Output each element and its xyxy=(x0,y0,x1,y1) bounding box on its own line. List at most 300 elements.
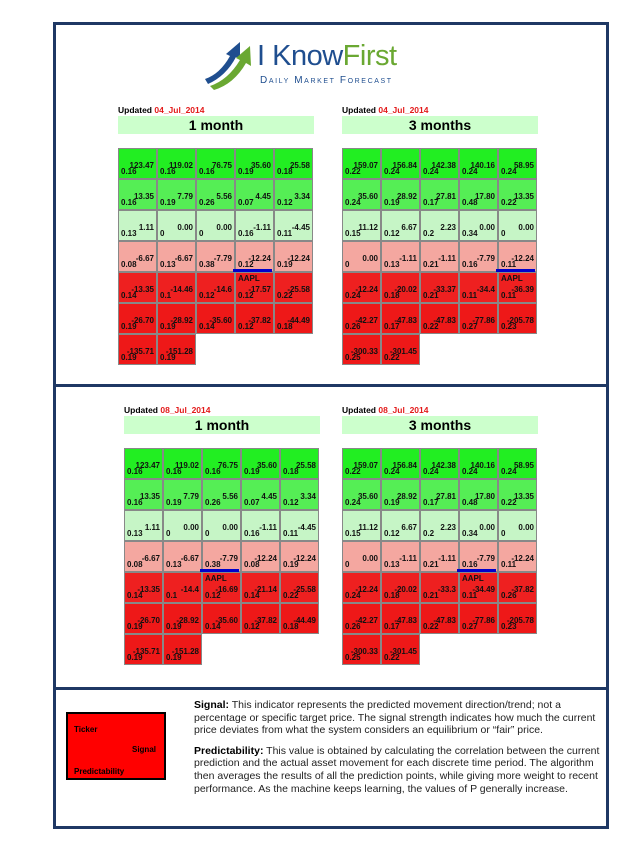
cell-signal: 35.60 xyxy=(357,192,378,201)
cell-signal: 3.34 xyxy=(300,492,316,501)
cell-predictability: 0.1 xyxy=(166,591,178,600)
cell-signal: -25.58 xyxy=(293,585,316,594)
cell-ticker: AAPL xyxy=(462,574,484,583)
cell-predictability: 0.17 xyxy=(384,322,400,331)
forecast-cell xyxy=(163,510,202,541)
cell-predictability: 0.16 xyxy=(199,167,215,176)
cell-signal: -6.67 xyxy=(174,254,193,263)
forecast-panel xyxy=(342,404,542,665)
forecast-cell xyxy=(420,572,459,603)
grid-row xyxy=(342,510,542,541)
forecast-cell xyxy=(196,148,235,179)
cell-signal: -44.49 xyxy=(287,316,310,325)
forecast-cell xyxy=(241,510,280,541)
legend-predictability: Predictability xyxy=(74,767,125,776)
updated-line xyxy=(342,404,542,416)
heatmap-grid xyxy=(124,448,324,665)
forecast-cell xyxy=(274,148,313,179)
cell-signal: 7.79 xyxy=(183,492,199,501)
cell-predictability: 0.19 xyxy=(160,322,176,331)
cell-predictability: 0.22 xyxy=(423,622,439,631)
forecast-cell xyxy=(498,210,537,241)
forecast-cell xyxy=(163,572,202,603)
cell-predictability: 0.16 xyxy=(127,467,143,476)
cell-predictability: 0.24 xyxy=(423,167,439,176)
cell-predictability: 0.12 xyxy=(205,591,221,600)
cell-signal: 0.00 xyxy=(362,554,378,563)
cell-predictability: 0.11 xyxy=(277,229,293,238)
cell-signal: 4.45 xyxy=(261,492,277,501)
predictability-heading: Predictability: xyxy=(194,744,264,757)
cell-signal: -14.6 xyxy=(213,285,232,294)
cell-predictability: 0 xyxy=(199,229,204,238)
cell-predictability: 0.19 xyxy=(127,622,143,631)
cell-predictability: 0.15 xyxy=(345,529,361,538)
cell-signal: -1.11 xyxy=(399,554,417,563)
forecast-cell xyxy=(498,179,537,210)
cell-signal: -6.67 xyxy=(180,554,199,563)
updated-date: 08_Jul_2014 xyxy=(378,405,429,415)
forecast-cell xyxy=(280,510,319,541)
forecast-cell xyxy=(459,479,498,510)
cell-signal: -7.79 xyxy=(476,554,495,563)
cell-signal: -35.60 xyxy=(215,616,238,625)
cell-predictability: 0.25 xyxy=(345,353,361,362)
forecast-cell xyxy=(163,541,202,572)
forecast-cell xyxy=(202,541,241,572)
cell-signal: -42.27 xyxy=(355,616,378,625)
updated-date: 08_Jul_2014 xyxy=(160,405,211,415)
grid-row xyxy=(342,634,542,665)
updated-date: 04_Jul_2014 xyxy=(154,105,205,115)
grid-row xyxy=(118,179,318,210)
cell-predictability: 0.34 xyxy=(462,229,478,238)
forecast-cell xyxy=(498,541,537,572)
cell-predictability: 0 xyxy=(501,229,506,238)
forecast-cell xyxy=(241,448,280,479)
cell-signal: 25.58 xyxy=(295,461,316,470)
cell-predictability: 0.23 xyxy=(501,322,517,331)
cell-predictability: 0.12 xyxy=(238,322,254,331)
cell-predictability: 0.19 xyxy=(166,653,182,662)
cell-signal: 142.38 xyxy=(431,161,456,170)
cell-predictability: 0.11 xyxy=(462,291,478,300)
panel-title: 1 month xyxy=(118,116,314,134)
cell-predictability: 0.24 xyxy=(462,167,478,176)
forecast-cell xyxy=(157,148,196,179)
cell-signal: -301.45 xyxy=(389,647,417,656)
legend-signal: Signal xyxy=(131,745,156,754)
forecast-cell xyxy=(381,510,420,541)
forecast-cell xyxy=(342,303,381,334)
forecast-cell xyxy=(342,510,381,541)
cell-predictability: 0.24 xyxy=(345,591,361,600)
cell-signal: -205.78 xyxy=(506,616,534,625)
cell-predictability: 0 xyxy=(345,560,350,569)
cell-signal: -26.70 xyxy=(137,616,160,625)
cell-predictability: 0.12 xyxy=(384,529,400,538)
cell-signal: -47.83 xyxy=(433,316,456,325)
forecast-cell xyxy=(342,541,381,572)
cell-predictability: 0.13 xyxy=(384,260,400,269)
cell-predictability: 0.21 xyxy=(423,560,439,569)
forecast-cell xyxy=(280,603,319,634)
cell-predictability: 0.13 xyxy=(160,260,176,269)
logo-wordmark xyxy=(257,40,397,73)
cell-signal: 11.12 xyxy=(358,523,378,532)
cell-predictability: 0.12 xyxy=(283,498,299,507)
cell-signal: 2.23 xyxy=(440,223,456,232)
forecast-cell xyxy=(163,634,202,665)
cell-predictability: 0.16 xyxy=(244,529,260,538)
cell-signal: 1.11 xyxy=(138,223,154,232)
forecast-cell xyxy=(342,572,381,603)
cell-predictability: 0.22 xyxy=(384,653,400,662)
cell-predictability: 0 xyxy=(205,529,210,538)
cell-predictability: 0.21 xyxy=(423,260,439,269)
cell-signal: -1.11 xyxy=(438,254,456,263)
cell-signal: 28.92 xyxy=(396,192,417,201)
forecast-cell xyxy=(235,272,274,303)
grid-row xyxy=(118,241,318,272)
forecast-cell xyxy=(420,179,459,210)
cell-predictability: 0 xyxy=(160,229,165,238)
forecast-cell xyxy=(241,572,280,603)
cell-predictability: 0.16 xyxy=(121,198,137,207)
cell-predictability: 0.26 xyxy=(345,622,361,631)
cell-signal: -77.86 xyxy=(472,316,495,325)
forecast-cell xyxy=(202,603,241,634)
forecast-cell xyxy=(381,303,420,334)
forecast-cell xyxy=(118,179,157,210)
cell-predictability: 0.14 xyxy=(244,591,260,600)
forecast-cell xyxy=(157,303,196,334)
cell-signal: -151.28 xyxy=(171,647,199,656)
cell-predictability: 0.2 xyxy=(423,229,435,238)
forecast-cell xyxy=(420,479,459,510)
cell-signal: -12.24 xyxy=(254,554,277,563)
forecast-cell xyxy=(498,572,537,603)
cell-predictability: 0.13 xyxy=(121,229,137,238)
cell-predictability: 0.16 xyxy=(121,167,137,176)
forecast-cell xyxy=(118,210,157,241)
cell-predictability: 0.38 xyxy=(205,560,221,569)
cell-signal: -151.28 xyxy=(165,347,193,356)
cell-predictability: 0.16 xyxy=(127,498,143,507)
cell-predictability: 0.13 xyxy=(166,560,182,569)
forecast-cell xyxy=(459,210,498,241)
cell-signal: -20.02 xyxy=(394,585,417,594)
cell-predictability: 0 xyxy=(501,529,506,538)
forecast-cell xyxy=(381,603,420,634)
cell-signal: 13.35 xyxy=(139,492,160,501)
forecast-cell xyxy=(202,479,241,510)
cell-signal: -12.24 xyxy=(511,254,534,263)
cell-signal: -12.24 xyxy=(355,585,378,594)
grid-row xyxy=(118,334,318,365)
predictability-description: This value is obtained by calculating the correlation between the current prediction and the actual asset movement for each discrete time period. The algorithm then averages the results of all the prediction points, while giving more weight to recent performance. As the machine keeps learning, the values of P generally increase. xyxy=(194,744,600,795)
cell-predictability: 0.24 xyxy=(501,467,517,476)
panel-title: 1 month xyxy=(124,416,320,434)
cell-signal: 13.35 xyxy=(513,192,534,201)
cell-signal: -301.45 xyxy=(389,347,417,356)
grid-row xyxy=(342,179,542,210)
cell-predictability: 0.19 xyxy=(166,622,182,631)
forecast-cell xyxy=(381,479,420,510)
logo-tagline: Daily Market Forecast xyxy=(260,75,393,86)
cell-predictability: 0.08 xyxy=(127,560,143,569)
cell-signal: 159.07 xyxy=(353,461,378,470)
logo xyxy=(200,34,420,94)
cell-signal: -12.24 xyxy=(293,554,316,563)
cell-predictability: 0.18 xyxy=(277,322,293,331)
cell-predictability: 0.19 xyxy=(238,167,254,176)
forecast-cell xyxy=(274,303,313,334)
cell-predictability: 0.16 xyxy=(205,467,221,476)
cell-predictability: 0.11 xyxy=(501,560,517,569)
section-divider-bottom xyxy=(53,687,609,690)
forecast-cell xyxy=(459,603,498,634)
forecast-cell xyxy=(342,634,381,665)
cell-predictability: 0.21 xyxy=(423,591,439,600)
cell-signal: -47.83 xyxy=(433,616,456,625)
forecast-cell xyxy=(274,272,313,303)
heatmap-grid xyxy=(342,448,542,665)
forecast-cell xyxy=(420,541,459,572)
cell-predictability: 0.19 xyxy=(166,498,182,507)
cell-predictability: 0.24 xyxy=(345,198,361,207)
cell-signal: -205.78 xyxy=(506,316,534,325)
logo-name-b: First xyxy=(342,40,397,72)
cell-signal: 35.60 xyxy=(256,461,277,470)
cell-predictability: 0.19 xyxy=(283,560,299,569)
cell-predictability: 0.22 xyxy=(501,198,517,207)
cell-predictability: 0.23 xyxy=(501,622,517,631)
cell-signal: 119.02 xyxy=(174,461,199,470)
forecast-cell xyxy=(202,572,241,603)
forecast-cell xyxy=(498,510,537,541)
forecast-cell xyxy=(196,210,235,241)
cell-predictability: 0.07 xyxy=(238,198,254,207)
forecast-cell xyxy=(241,541,280,572)
cell-signal: -4.45 xyxy=(291,223,310,232)
cell-signal: -33.37 xyxy=(433,285,456,294)
forecast-cell xyxy=(498,603,537,634)
updated-label: Updated xyxy=(124,405,158,415)
updated-date: 04_Jul_2014 xyxy=(378,105,429,115)
cell-signal: -135.71 xyxy=(132,647,160,656)
cell-predictability: 0.16 xyxy=(160,167,176,176)
cell-signal: 11.12 xyxy=(358,223,378,232)
forecast-cell xyxy=(196,241,235,272)
cell-predictability: 0.19 xyxy=(127,653,143,662)
cell-signal: -300.33 xyxy=(350,647,378,656)
cell-predictability: 0.27 xyxy=(462,322,478,331)
cell-signal: 28.92 xyxy=(396,492,417,501)
grid-row xyxy=(342,303,542,334)
forecast-cell xyxy=(420,241,459,272)
cell-predictability: 0.16 xyxy=(462,560,478,569)
grid-row xyxy=(342,334,542,365)
forecast-cell xyxy=(124,510,163,541)
forecast-cell xyxy=(342,272,381,303)
cell-predictability: 0.07 xyxy=(244,498,260,507)
forecast-cell xyxy=(420,210,459,241)
cell-predictability: 0.26 xyxy=(205,498,221,507)
cell-predictability: 0.19 xyxy=(244,467,260,476)
forecast-cell xyxy=(498,303,537,334)
forecast-cell xyxy=(420,303,459,334)
grid-row xyxy=(124,603,324,634)
cell-signal: -33.3 xyxy=(437,585,456,594)
forecast-cell xyxy=(342,148,381,179)
cell-predictability: 0.19 xyxy=(384,198,400,207)
cell-signal: -6.67 xyxy=(141,554,160,563)
cell-predictability: 0.14 xyxy=(127,591,143,600)
cell-signal: -37.82 xyxy=(254,616,277,625)
grid-row xyxy=(342,448,542,479)
forecast-cell xyxy=(459,179,498,210)
forecast-cell xyxy=(420,603,459,634)
panel-title: 3 months xyxy=(342,416,538,434)
cell-signal: 17.80 xyxy=(474,192,495,201)
cell-signal: 1.11 xyxy=(144,523,160,532)
cell-signal: -1.11 xyxy=(253,223,271,232)
forecast-cell xyxy=(196,179,235,210)
forecast-cell xyxy=(459,303,498,334)
forecast-cell xyxy=(342,479,381,510)
cell-signal: -47.83 xyxy=(394,316,417,325)
cell-signal: 2.23 xyxy=(440,523,456,532)
forecast-cell xyxy=(420,148,459,179)
cell-predictability: 0.16 xyxy=(166,467,182,476)
cell-signal: -12.24 xyxy=(355,285,378,294)
cell-predictability: 0.12 xyxy=(238,291,254,300)
cell-predictability: 0.22 xyxy=(501,498,517,507)
cell-signal: 156.84 xyxy=(392,461,417,470)
forecast-cell xyxy=(342,210,381,241)
updated-line xyxy=(342,104,542,116)
cell-predictability: 0.24 xyxy=(384,467,400,476)
cell-signal: 27.81 xyxy=(435,192,456,201)
forecast-cell xyxy=(280,479,319,510)
cell-signal: -1.11 xyxy=(438,554,456,563)
cell-predictability: 0.24 xyxy=(462,467,478,476)
forecast-cell xyxy=(124,603,163,634)
cell-signal: -37.82 xyxy=(248,316,271,325)
cell-ticker: AAPL xyxy=(501,274,523,283)
grid-row xyxy=(342,572,542,603)
cell-signal: -25.58 xyxy=(287,285,310,294)
cell-predictability: 0.26 xyxy=(199,198,215,207)
cell-signal: -26.70 xyxy=(131,316,154,325)
forecast-cell xyxy=(459,272,498,303)
forecast-cell xyxy=(280,448,319,479)
cell-signal: -300.33 xyxy=(350,347,378,356)
cell-predictability: 0.11 xyxy=(501,260,517,269)
cell-signal: -7.79 xyxy=(213,254,232,263)
forecast-cell xyxy=(118,241,157,272)
cell-predictability: 0.21 xyxy=(423,291,439,300)
grid-row xyxy=(118,210,318,241)
forecast-cell xyxy=(381,448,420,479)
forecast-cell xyxy=(459,241,498,272)
panel-title: 3 months xyxy=(342,116,538,134)
cell-predictability: 0.12 xyxy=(277,198,293,207)
cell-signal: 140.16 xyxy=(470,461,495,470)
forecast-cell xyxy=(163,479,202,510)
cell-predictability: 0.38 xyxy=(199,260,215,269)
forecast-cell xyxy=(498,148,537,179)
forecast-cell xyxy=(280,572,319,603)
cell-predictability: 0.08 xyxy=(244,560,260,569)
forecast-cell xyxy=(118,334,157,365)
cell-predictability: 0.24 xyxy=(345,498,361,507)
forecast-cell xyxy=(196,303,235,334)
forecast-cell xyxy=(157,210,196,241)
cell-signal: -13.35 xyxy=(131,285,154,294)
cell-predictability: 0.19 xyxy=(160,353,176,362)
forecast-cell xyxy=(124,448,163,479)
cell-signal: -37.82 xyxy=(511,585,534,594)
cell-predictability: 0.18 xyxy=(384,291,400,300)
forecast-cell xyxy=(342,603,381,634)
cell-predictability: 0.22 xyxy=(277,291,293,300)
updated-label: Updated xyxy=(342,405,376,415)
cell-signal: 76.75 xyxy=(217,461,238,470)
forecast-cell xyxy=(280,541,319,572)
cell-predictability: 0.12 xyxy=(199,291,215,300)
cell-predictability: 0.2 xyxy=(423,529,435,538)
cell-signal: -34.49 xyxy=(472,585,495,594)
grid-row xyxy=(342,148,542,179)
cell-predictability: 0.12 xyxy=(238,260,254,269)
cell-signal: -13.35 xyxy=(137,585,160,594)
predictability-paragraph xyxy=(194,745,602,795)
forecast-cell xyxy=(241,603,280,634)
cell-predictability: 0.24 xyxy=(345,291,361,300)
forecast-cell xyxy=(274,210,313,241)
forecast-cell xyxy=(235,241,274,272)
cell-signal: -135.71 xyxy=(126,347,154,356)
grid-row xyxy=(118,272,318,303)
forecast-cell xyxy=(235,210,274,241)
forecast-cell xyxy=(124,634,163,665)
forecast-cell xyxy=(381,634,420,665)
forecast-cell xyxy=(459,148,498,179)
cell-predictability: 0.11 xyxy=(501,291,517,300)
grid-row xyxy=(118,303,318,334)
cell-predictability: 0.11 xyxy=(462,591,478,600)
cell-signal: 119.02 xyxy=(168,161,193,170)
cell-signal: 3.34 xyxy=(294,192,310,201)
forecast-cell xyxy=(498,479,537,510)
cell-predictability: 0.14 xyxy=(205,622,221,631)
cell-signal: 6.67 xyxy=(401,523,417,532)
forecast-cell xyxy=(157,241,196,272)
cell-predictability: 0.14 xyxy=(199,322,215,331)
cell-signal: -21.14 xyxy=(254,585,277,594)
cell-signal: -47.83 xyxy=(394,616,417,625)
cell-predictability: 0.18 xyxy=(283,467,299,476)
cell-signal: 35.60 xyxy=(357,492,378,501)
cell-signal: 0.00 xyxy=(216,223,232,232)
cell-predictability: 0.12 xyxy=(384,229,400,238)
cell-signal: -28.92 xyxy=(176,616,199,625)
cell-signal: -36.39 xyxy=(511,285,534,294)
cell-predictability: 0.13 xyxy=(127,529,143,538)
forecast-cell xyxy=(235,148,274,179)
